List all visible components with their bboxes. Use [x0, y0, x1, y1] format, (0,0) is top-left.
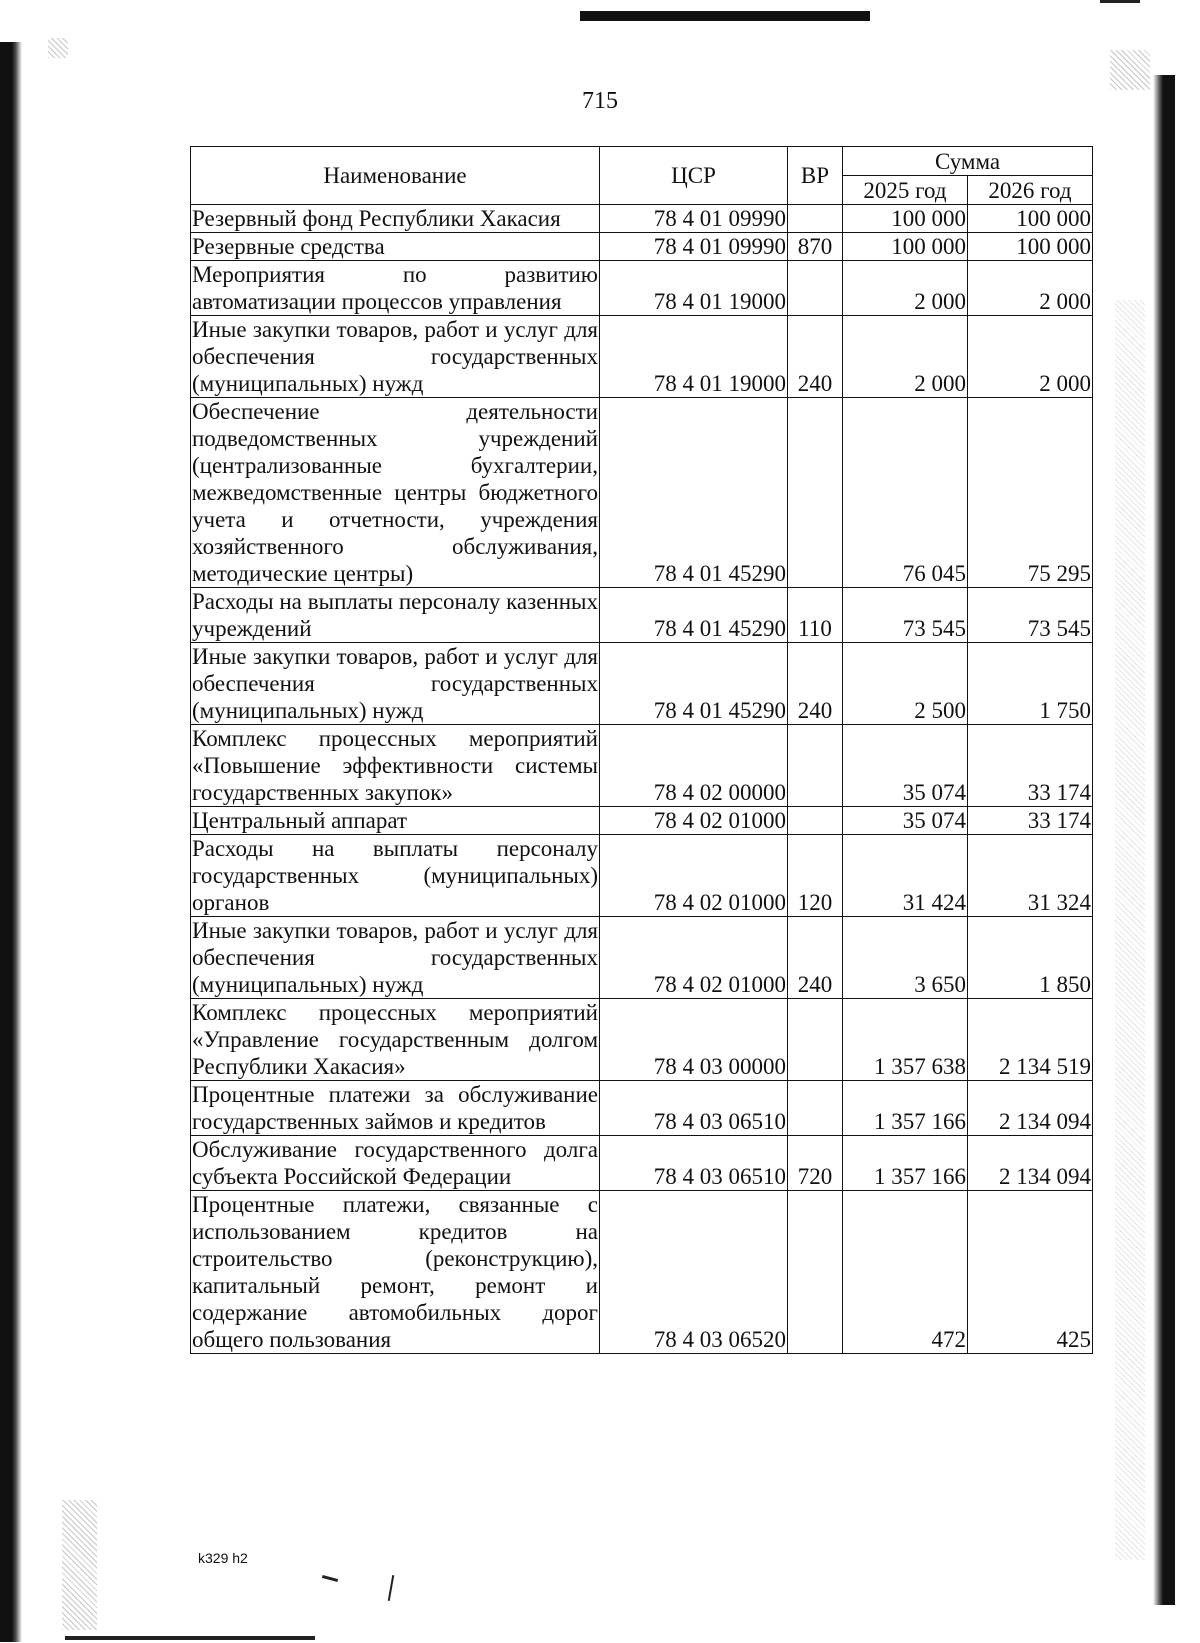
- row-csr: 78 4 01 09990: [600, 233, 788, 261]
- row-name: Процентные платежи, связанные с использованием кредитов на строительство (реконструкцию), капитальный ремонт, ремонт и содержание автомобильных дорог общего пользования: [192, 1192, 598, 1352]
- row-csr: 78 4 02 01000: [600, 807, 788, 835]
- row-2026: 2 134 519: [968, 999, 1093, 1081]
- row-2026: 33 174: [968, 725, 1093, 807]
- header-year-2026: 2026 год: [968, 176, 1093, 205]
- row-name: Иные закупки товаров, работ и услуг для обеспечения государственных (муниципальных) нужд: [192, 317, 598, 396]
- row-name: Центральный аппарат: [191, 807, 600, 835]
- row-csr: 78 4 02 01000: [600, 835, 788, 917]
- scan-noise: [48, 38, 68, 58]
- row-2025: 73 545: [843, 588, 968, 643]
- pen-mark: [388, 1575, 394, 1601]
- scan-noise: [62, 1500, 97, 1630]
- row-vr: [788, 807, 843, 835]
- scan-artifact-top-right: [1100, 0, 1140, 3]
- header-row: [191, 147, 1093, 176]
- row-vr: 720: [788, 1136, 843, 1191]
- scan-artifact-top-bar: [580, 11, 870, 21]
- row-2025: 1 357 638: [843, 999, 968, 1081]
- row-name: Обслуживание государственного долга субъекта Российской Федерации: [192, 1137, 598, 1189]
- row-2026: 75 295: [968, 398, 1093, 588]
- table-row: [191, 316, 1093, 398]
- row-2026: 100 000: [968, 205, 1093, 233]
- row-vr: 870: [788, 233, 843, 261]
- footer-code: k329 h2: [198, 1550, 248, 1566]
- row-csr: 78 4 02 00000: [600, 725, 788, 807]
- row-csr: 78 4 01 09990: [600, 205, 788, 233]
- row-2025: 100 000: [843, 205, 968, 233]
- row-2025: 76 045: [843, 398, 968, 588]
- row-2025: 35 074: [843, 807, 968, 835]
- row-2026: 2 134 094: [968, 1081, 1093, 1136]
- row-2025: 100 000: [843, 233, 968, 261]
- row-2025: 3 650: [843, 917, 968, 999]
- header-sum: Сумма: [843, 147, 1093, 176]
- scan-artifact-left-edge: [0, 42, 22, 1642]
- row-2025: 2 500: [843, 643, 968, 725]
- row-name: Комплекс процессных мероприятий «Повышение эффективности системы государственных закупок»: [192, 726, 598, 805]
- row-csr: 78 4 03 06510: [600, 1081, 788, 1136]
- row-2026: 100 000: [968, 233, 1093, 261]
- table-row: [191, 643, 1093, 725]
- row-name: Иные закупки товаров, работ и услуг для обеспечения государственных (муниципальных) нужд: [192, 918, 598, 997]
- row-vr: [788, 999, 843, 1081]
- scan-artifact-bottom-line: [65, 1636, 315, 1640]
- row-name: Комплекс процессных мероприятий «Управление государственным долгом Республики Хакасия»: [192, 1000, 598, 1079]
- row-csr: 78 4 01 45290: [600, 643, 788, 725]
- table-row: [191, 398, 1093, 588]
- row-2025: 35 074: [843, 725, 968, 807]
- row-2025: 31 424: [843, 835, 968, 917]
- row-2026: 1 750: [968, 643, 1093, 725]
- header-vr: ВР: [788, 147, 843, 205]
- header-year-2025: 2025 год: [843, 176, 968, 205]
- row-name: Резервные средства: [191, 233, 600, 261]
- row-vr: 240: [788, 316, 843, 398]
- row-vr: 120: [788, 835, 843, 917]
- header-csr: ЦСР: [600, 147, 788, 205]
- row-2026: 2 000: [968, 261, 1093, 316]
- page-number: 715: [582, 88, 618, 114]
- row-vr: [788, 261, 843, 316]
- pen-mark: [322, 1575, 338, 1582]
- table-row: [191, 999, 1093, 1081]
- table-row: [191, 725, 1093, 807]
- scan-artifact-right-edge: [1153, 75, 1175, 1605]
- table-row: [191, 1081, 1093, 1136]
- row-vr: [788, 205, 843, 233]
- scan-noise: [1110, 50, 1150, 90]
- row-2025: 1 357 166: [843, 1081, 968, 1136]
- row-2026: 73 545: [968, 588, 1093, 643]
- row-2025: 2 000: [843, 316, 968, 398]
- row-csr: 78 4 01 19000: [600, 261, 788, 316]
- table-row: [191, 205, 1093, 233]
- row-vr: [788, 1191, 843, 1354]
- row-csr: 78 4 01 19000: [600, 316, 788, 398]
- row-name: Расходы на выплаты персоналу казенных учреждений: [192, 589, 598, 641]
- row-name: Расходы на выплаты персоналу государственных (муниципальных) органов: [192, 836, 598, 915]
- row-vr: 240: [788, 917, 843, 999]
- row-2025: 2 000: [843, 261, 968, 316]
- row-vr: [788, 725, 843, 807]
- row-2026: 31 324: [968, 835, 1093, 917]
- row-csr: 78 4 03 00000: [600, 999, 788, 1081]
- row-vr: [788, 1081, 843, 1136]
- row-csr: 78 4 01 45290: [600, 398, 788, 588]
- row-2025: 472: [843, 1191, 968, 1354]
- table-row: [191, 588, 1093, 643]
- table-row: [191, 233, 1093, 261]
- row-csr: 78 4 03 06520: [600, 1191, 788, 1354]
- table-row: [191, 1136, 1093, 1191]
- table-row: [191, 917, 1093, 999]
- row-csr: 78 4 03 06510: [600, 1136, 788, 1191]
- table-row: [191, 835, 1093, 917]
- row-name: Резервный фонд Республики Хакасия: [191, 205, 600, 233]
- table-row: [191, 807, 1093, 835]
- table-row: [191, 261, 1093, 316]
- row-csr: 78 4 02 01000: [600, 917, 788, 999]
- row-name: Процентные платежи за обслуживание государственных займов и кредитов: [192, 1082, 598, 1134]
- row-2025: 1 357 166: [843, 1136, 968, 1191]
- header-name: Наименование: [191, 147, 600, 205]
- row-vr: 240: [788, 643, 843, 725]
- row-name: Иные закупки товаров, работ и услуг для обеспечения государственных (муниципальных) нужд: [192, 644, 598, 723]
- row-2026: 1 850: [968, 917, 1093, 999]
- row-vr: [788, 398, 843, 588]
- row-2026: 33 174: [968, 807, 1093, 835]
- row-name: Мероприятия по развитию автоматизации процессов управления: [192, 262, 598, 314]
- row-2026: 425: [968, 1191, 1093, 1354]
- row-name: Обеспечение деятельности подведомственных учреждений (централизованные бухгалтерии, межведомственные центры бюджетного учета и отчетности, учреждения хозяйственного обслуживания, методические центры): [192, 399, 598, 586]
- row-vr: 110: [788, 588, 843, 643]
- row-2026: 2 134 094: [968, 1136, 1093, 1191]
- scan-noise: [1115, 300, 1145, 1560]
- budget-table: [190, 146, 1093, 1354]
- row-2026: 2 000: [968, 316, 1093, 398]
- table-row: [191, 1191, 1093, 1354]
- row-csr: 78 4 01 45290: [600, 588, 788, 643]
